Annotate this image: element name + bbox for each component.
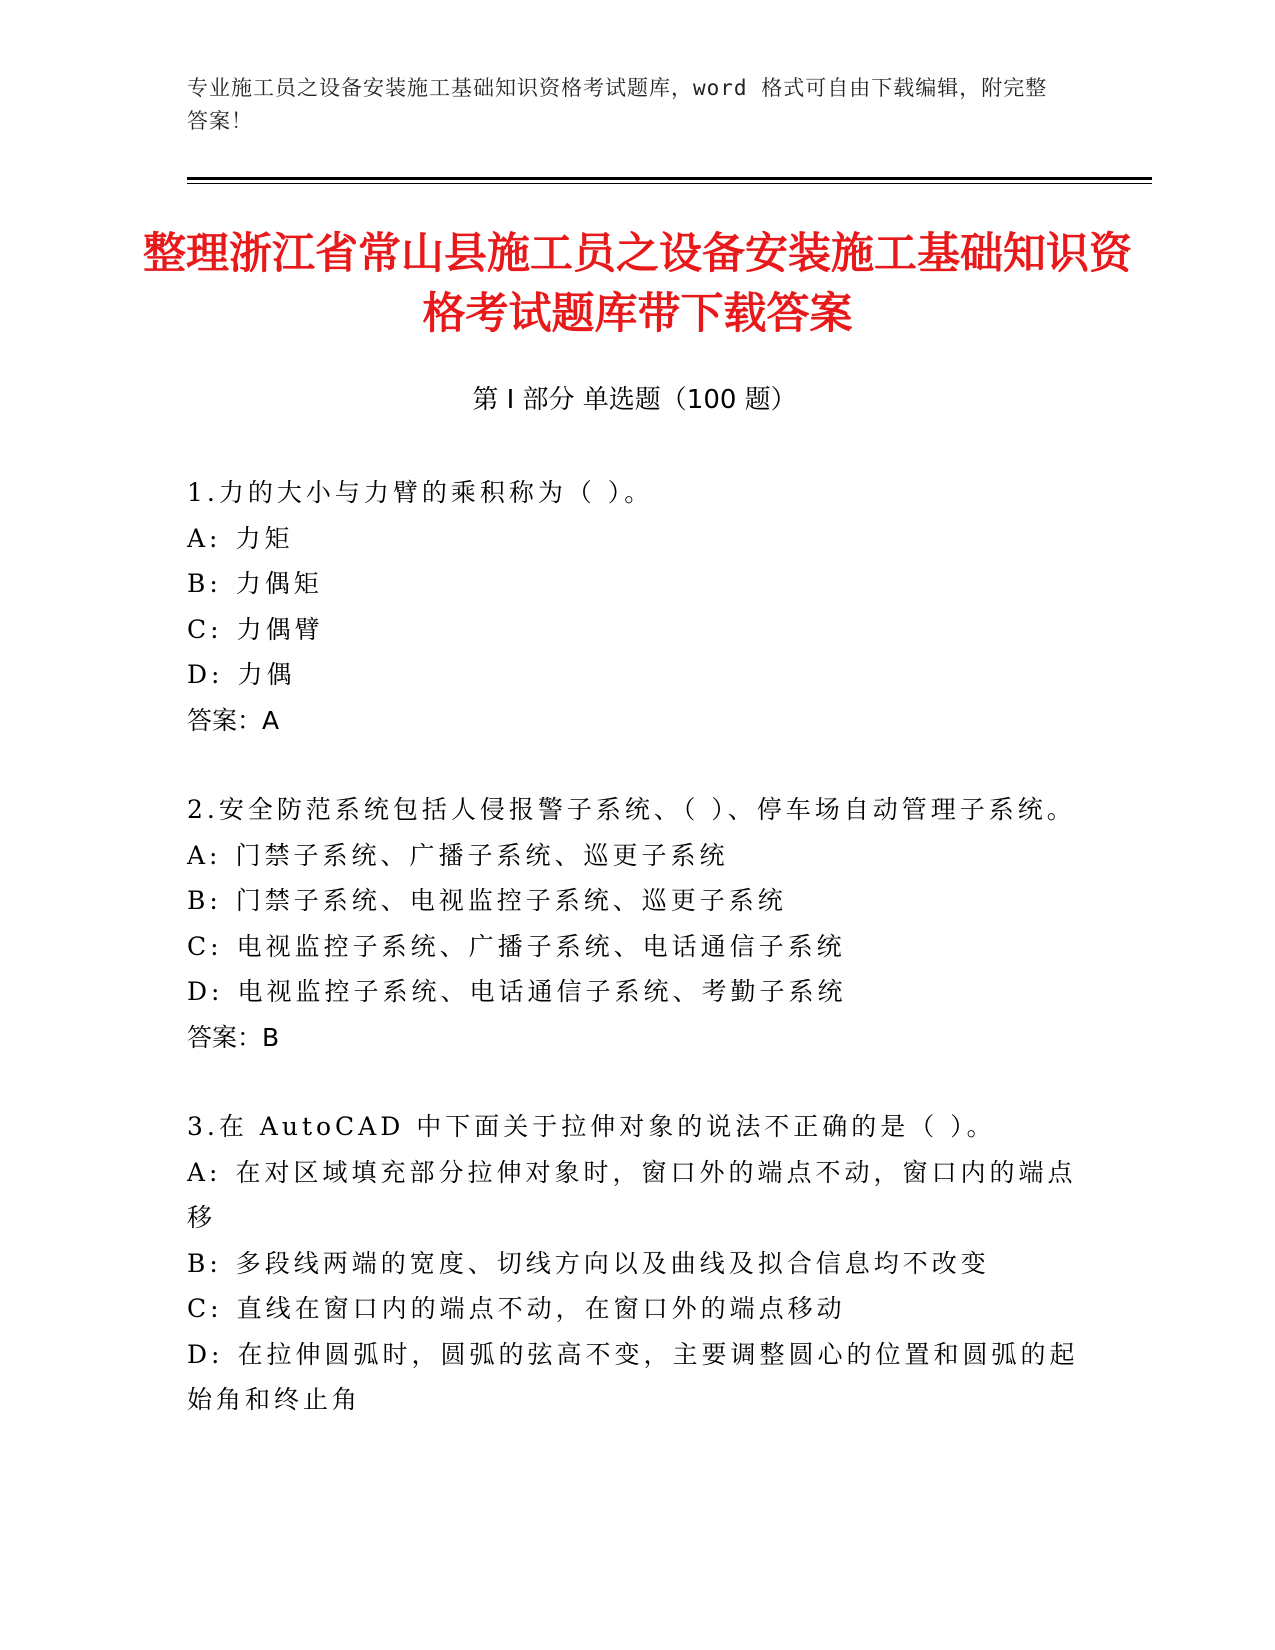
option-c (187, 1286, 1082, 1332)
option-text: 在对区域填充部分拉伸对象时，窗口外的端点不动，窗口内的端点移 (187, 1157, 1077, 1232)
header-rule-thin (187, 183, 1152, 184)
option-label: D: (187, 1339, 224, 1369)
option-label: B: (187, 569, 222, 598)
option-label: D: (187, 977, 224, 1006)
option-text: 门禁子系统、广播子系统、巡更子系统 (235, 840, 729, 870)
header-rule-thick (187, 177, 1152, 180)
question-1 (187, 470, 1082, 743)
answer: 答案：A (187, 705, 280, 735)
option-text: 力偶 (237, 660, 296, 689)
question-list (187, 470, 1082, 1467)
section-heading: 第 I 部分 单选题（100 题） (472, 385, 797, 415)
option-d (187, 1332, 1082, 1423)
question-text: 2.安全防范系统包括人侵报警子系统、（ ）、停车场自动管理子系统。 (187, 795, 1076, 824)
option-label: C: (187, 1294, 223, 1323)
option-label: C: (187, 614, 223, 644)
option-b (187, 1241, 1082, 1287)
question-text: 1.力的大小与力臂的乘积称为（ ）。 (187, 478, 654, 507)
option-label: D: (187, 660, 224, 689)
option-text: 多段线两端的宽度、切线方向以及曲线及拟合信息均不改变 (235, 1248, 990, 1278)
header-note: 专业施工员之设备安装施工基础知识资格考试题库，word 格式可自由下载编辑，附完整答案！ (187, 76, 1048, 133)
option-b (187, 561, 1082, 607)
option-label: A: (187, 1157, 222, 1187)
question-3 (187, 1104, 1082, 1423)
option-c (187, 607, 1082, 653)
option-text: 电视监控子系统、电话通信子系统、考勤子系统 (237, 977, 847, 1006)
option-text: 电视监控子系统、广播子系统、电话通信子系统 (236, 931, 846, 961)
option-d (187, 652, 1082, 698)
option-text: 在拉伸圆弧时，圆弧的弦高不变，主要调整圆心的位置和圆弧的起始角和终止角 (187, 1339, 1079, 1414)
option-a (187, 1150, 1082, 1241)
option-text: 力偶矩 (235, 569, 323, 598)
option-label: A: (187, 523, 222, 553)
question-text: 3.在 AutoCAD 中下面关于拉伸对象的说法不正确的是（ ）。 (187, 1112, 996, 1141)
option-text: 力矩 (235, 523, 294, 553)
option-text: 直线在窗口内的端点不动，在窗口外的端点移动 (236, 1294, 846, 1323)
option-b (187, 878, 1082, 924)
option-text: 力偶臂 (236, 614, 324, 644)
document-title: 整理浙江省常山县施工员之设备安装施工基础知识资格考试题库带下载答案 (143, 229, 1132, 339)
option-a (187, 516, 1082, 562)
option-label: C: (187, 931, 223, 961)
option-label: A: (187, 840, 222, 870)
option-c (187, 924, 1082, 970)
answer: 答案：B (187, 1022, 280, 1052)
option-label: B: (187, 1248, 222, 1278)
option-label: B: (187, 886, 222, 915)
option-d (187, 969, 1082, 1015)
question-2 (187, 787, 1082, 1060)
option-a (187, 833, 1082, 879)
option-text: 门禁子系统、电视监控子系统、巡更子系统 (235, 886, 787, 915)
